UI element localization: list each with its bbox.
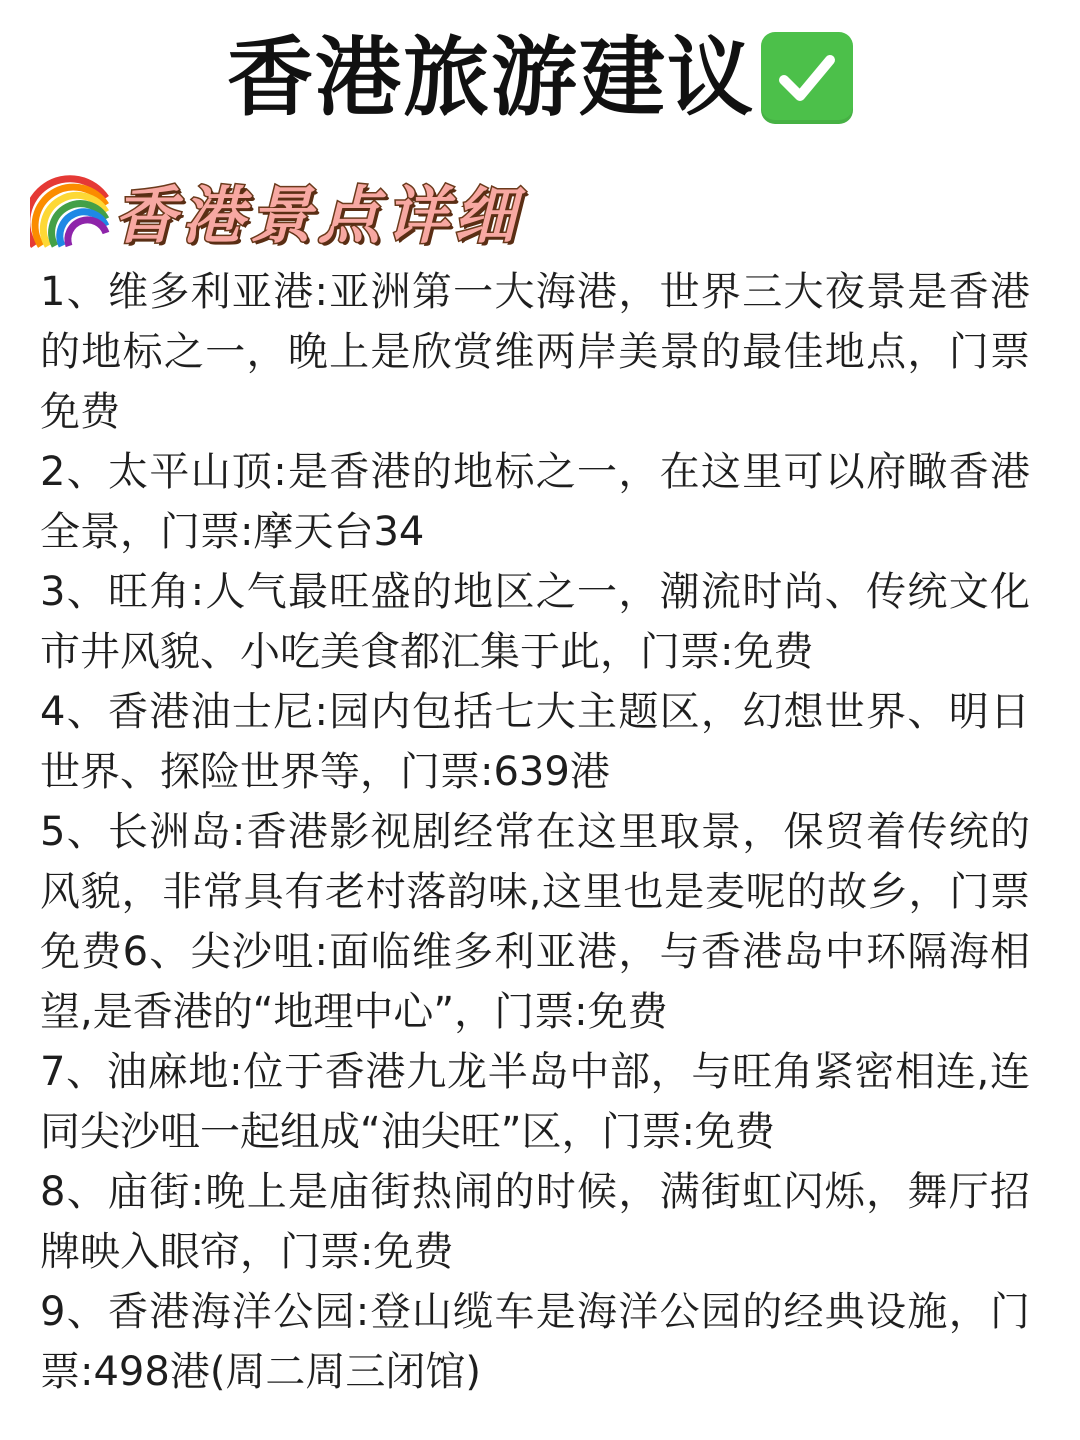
- check-mark-button-icon: [761, 32, 853, 124]
- list-item: 8、庙街:晚上是庙街热闹的时候，满街虹闪烁，舞厅招牌映入眼帘，门票:免费: [40, 1169, 1030, 1275]
- section-title: 香港景点详细: [114, 178, 523, 252]
- section-header: [30, 168, 522, 252]
- title-row: [0, 18, 1080, 138]
- check-mark-glyph: [772, 43, 842, 113]
- list-item: 5、长洲岛:香港影视剧经常在这里取景，保贸着传统的风貌，非常具有老村落韵味,这里也是麦呢的故乡，门票免费6、尖沙咀:面临维多利亚港，与香港岛中环隔海相望,是香港的“地理中心”，门票:免费: [40, 809, 1030, 1035]
- list-item: 9、香港海洋公园:登山缆车是海洋公园的经典设施，门票:498港(周二周三闭馆): [40, 1289, 1030, 1395]
- attraction-list: [40, 262, 1030, 1402]
- page-title: 香港旅游建议: [227, 28, 755, 128]
- list-item: 1、维多利亚港:亚洲第一大海港，世界三大夜景是香港的地标之一，晚上是欣赏维两岸美景的最佳地点，门票免费: [40, 269, 1030, 435]
- list-item: 2、太平山顶:是香港的地标之一，在这里可以府瞰香港全景，门票:摩天台34: [40, 449, 1030, 555]
- list-item: 4、香港油士尼:园内包括七大主题区，幻想世界、明日世界、探险世界等，门票:639港: [40, 689, 1030, 795]
- rainbow-icon: [30, 170, 110, 250]
- list-item: 3、旺角:人气最旺盛的地区之一，潮流时尚、传统文化市井风貌、小吃美食都汇集于此，门票:免费: [40, 569, 1030, 675]
- list-item: 7、油麻地:位于香港九龙半岛中部，与旺角紧密相连,连同尖沙咀一起组成“油尖旺”区，门票:免费: [40, 1049, 1030, 1155]
